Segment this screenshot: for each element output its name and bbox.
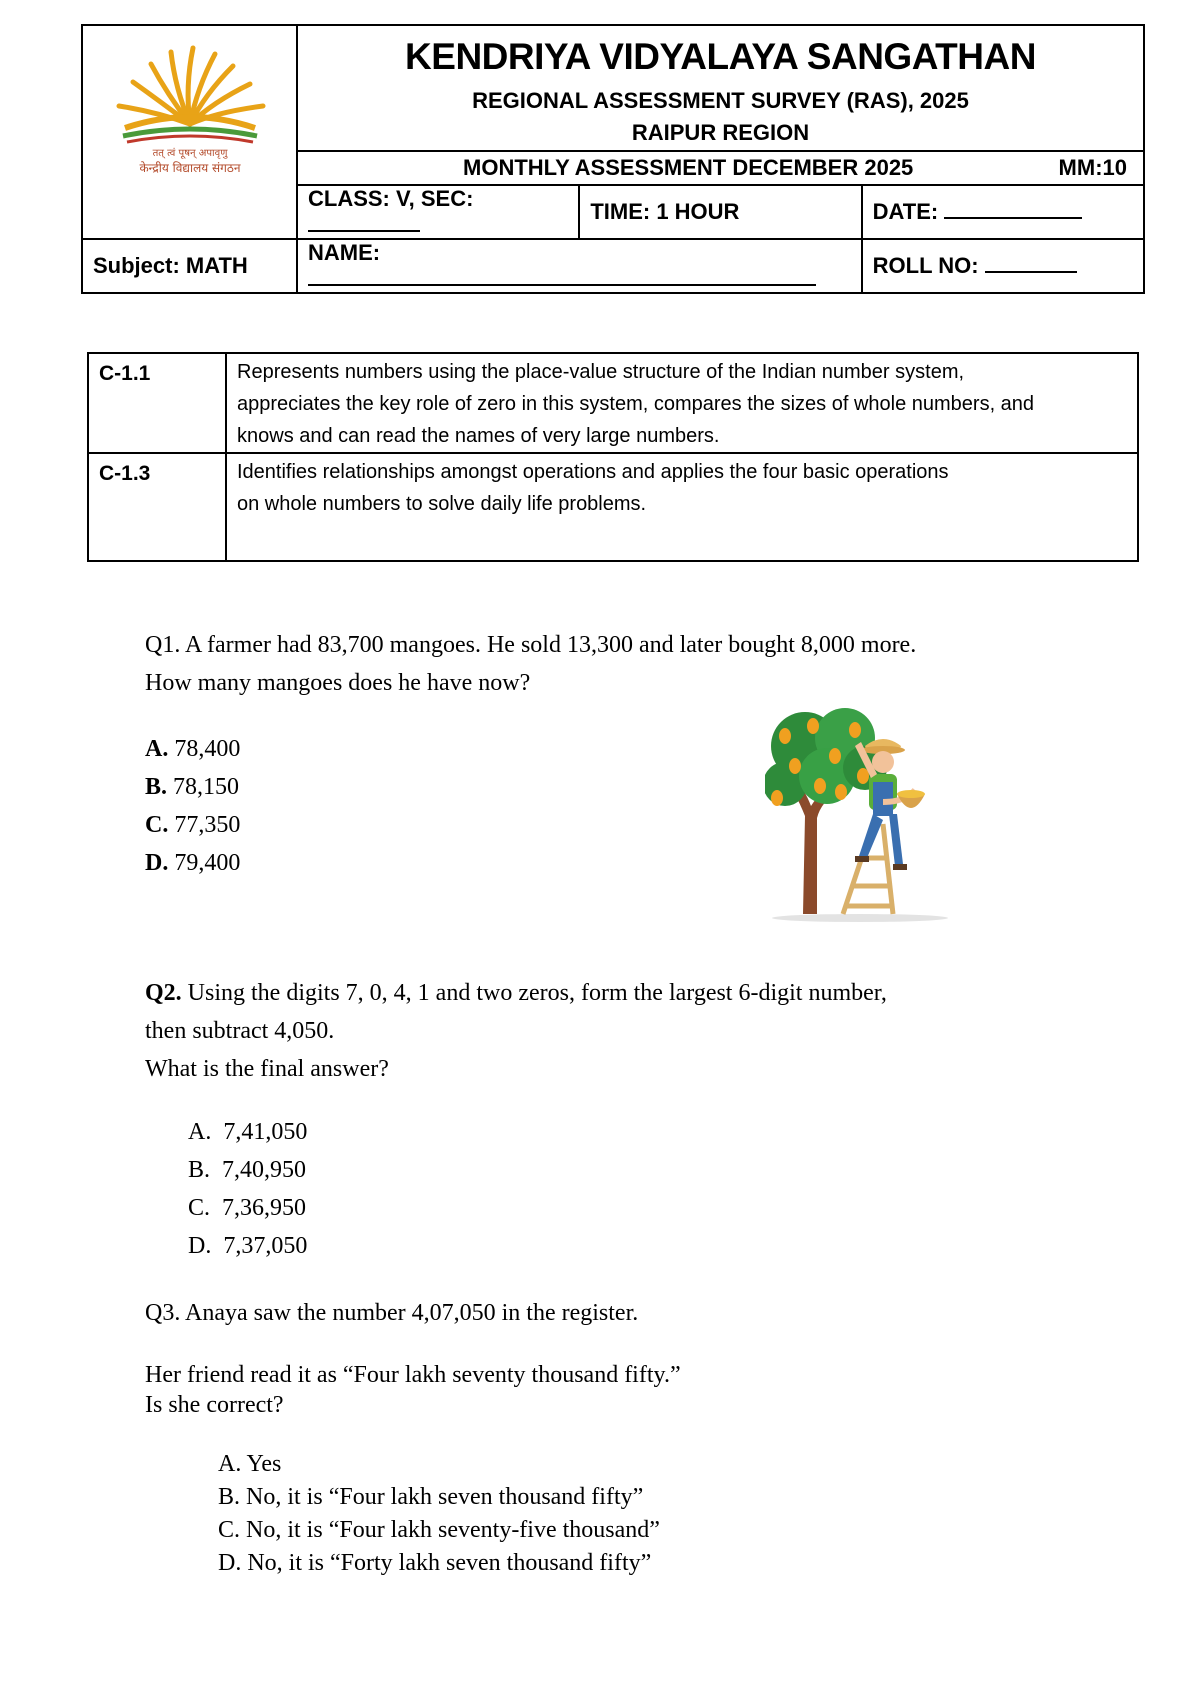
- competency-code: C-1.1: [88, 353, 226, 453]
- competency-line: knows and can read the names of very large numbers.: [237, 425, 720, 447]
- name-label: NAME:: [308, 240, 381, 265]
- question-1: [145, 626, 916, 702]
- name-cell: [297, 239, 862, 293]
- option-a[interactable]: A. 7,41,050: [188, 1119, 308, 1145]
- survey-title: REGIONAL ASSESSMENT SURVEY (RAS), 2025: [472, 88, 969, 113]
- competency-table: [87, 352, 1139, 562]
- option-b[interactable]: B. 7,40,950: [188, 1157, 307, 1183]
- option-c[interactable]: C. No, it is “Four lakh seventy-five thousand”: [218, 1517, 660, 1543]
- question-line: Her friend read it as “Four lakh seventy thousand fifty.”: [145, 1362, 681, 1388]
- question-text: [145, 1294, 638, 1332]
- competency-line: Represents numbers using the place-value structure of the Indian number system,: [237, 361, 965, 383]
- question-line: What is the final answer?: [145, 1056, 389, 1082]
- option-a[interactable]: A. 78,400: [145, 736, 241, 762]
- competency-row: [88, 453, 1138, 561]
- question-line: Anaya saw the number 4,07,050 in the register.: [185, 1300, 639, 1326]
- question-line: How many mangoes does he have now?: [145, 670, 531, 696]
- question-2: [145, 974, 887, 1088]
- competency-description: [226, 453, 1138, 561]
- question-line: then subtract 4,050.: [145, 1018, 335, 1044]
- competency-line: on whole numbers to solve daily life problems.: [237, 493, 647, 515]
- time-cell: [579, 185, 861, 239]
- question-line: A farmer had 83,700 mangoes. He sold 13,300 and later bought 8,000 more.: [185, 632, 917, 658]
- question-3-continued: [145, 1356, 681, 1424]
- subject-cell: [82, 239, 297, 293]
- class-cell: [297, 185, 579, 239]
- question-1-options: [145, 730, 240, 882]
- class-label: CLASS: V, SEC:: [308, 186, 474, 211]
- logo-name: केन्द्रीय विद्यालय संगठन: [138, 161, 241, 175]
- option-d[interactable]: D. No, it is “Forty lakh seven thousand fifty”: [218, 1550, 652, 1576]
- competency-code: C-1.3: [88, 453, 226, 561]
- option-d[interactable]: D. 79,400: [145, 850, 241, 876]
- max-marks: MM:10: [1058, 155, 1127, 180]
- option-d[interactable]: D. 7,37,050: [188, 1233, 308, 1259]
- date-label: DATE:: [872, 199, 939, 224]
- question-3: [145, 1294, 638, 1332]
- question-3-options: [218, 1448, 660, 1580]
- subject-label: Subject: MATH: [93, 253, 248, 278]
- option-b[interactable]: B. No, it is “Four lakh seven thousand fifty”: [218, 1484, 644, 1510]
- question-text: [145, 974, 887, 1012]
- region-title: RAIPUR REGION: [631, 120, 810, 145]
- question-line: Using the digits 7, 0, 4, 1 and two zeros, form the largest 6-digit number,: [187, 980, 887, 1006]
- question-text: [145, 626, 916, 664]
- roll-cell: [862, 239, 1144, 293]
- section-blank[interactable]: [308, 212, 420, 232]
- logo-cell: [82, 25, 297, 239]
- time-label: TIME: 1 HOUR: [590, 199, 740, 224]
- question-number: Q1.: [145, 632, 181, 658]
- kvs-logo-icon: [105, 36, 275, 176]
- competency-line: appreciates the key role of zero in this system, compares the sizes of whole numbers, and: [237, 393, 1035, 415]
- question-line: Is she correct?: [145, 1392, 284, 1418]
- date-blank[interactable]: [944, 199, 1082, 219]
- assessment-title: MONTHLY ASSESSMENT DECEMBER 2025: [463, 155, 914, 180]
- question-2-options: [188, 1113, 307, 1265]
- competency-description: [226, 353, 1138, 453]
- name-blank[interactable]: [308, 266, 816, 286]
- option-c[interactable]: C. 7,36,950: [188, 1195, 307, 1221]
- assessment-row: [297, 151, 1144, 185]
- competency-line: Identifies relationships amongst operations and applies the four basic operations: [237, 461, 949, 483]
- title-cell: [297, 25, 1144, 151]
- date-cell: [862, 185, 1144, 239]
- option-c[interactable]: C. 77,350: [145, 812, 241, 838]
- logo-motto: तत् त्वं पूषन् अपावृणु: [152, 148, 227, 159]
- roll-label: ROLL NO:: [872, 253, 979, 278]
- question-number: Q2.: [145, 980, 182, 1006]
- roll-blank[interactable]: [985, 253, 1077, 273]
- option-a[interactable]: A. Yes: [218, 1451, 282, 1477]
- farmer-picking-mangoes-illustration: [765, 706, 955, 926]
- question-number: Q3.: [145, 1300, 181, 1326]
- header-table: [81, 24, 1145, 294]
- competency-row: [88, 353, 1138, 453]
- option-b[interactable]: B. 78,150: [145, 774, 240, 800]
- org-title: KENDRIYA VIDYALAYA SANGATHAN: [405, 36, 1036, 77]
